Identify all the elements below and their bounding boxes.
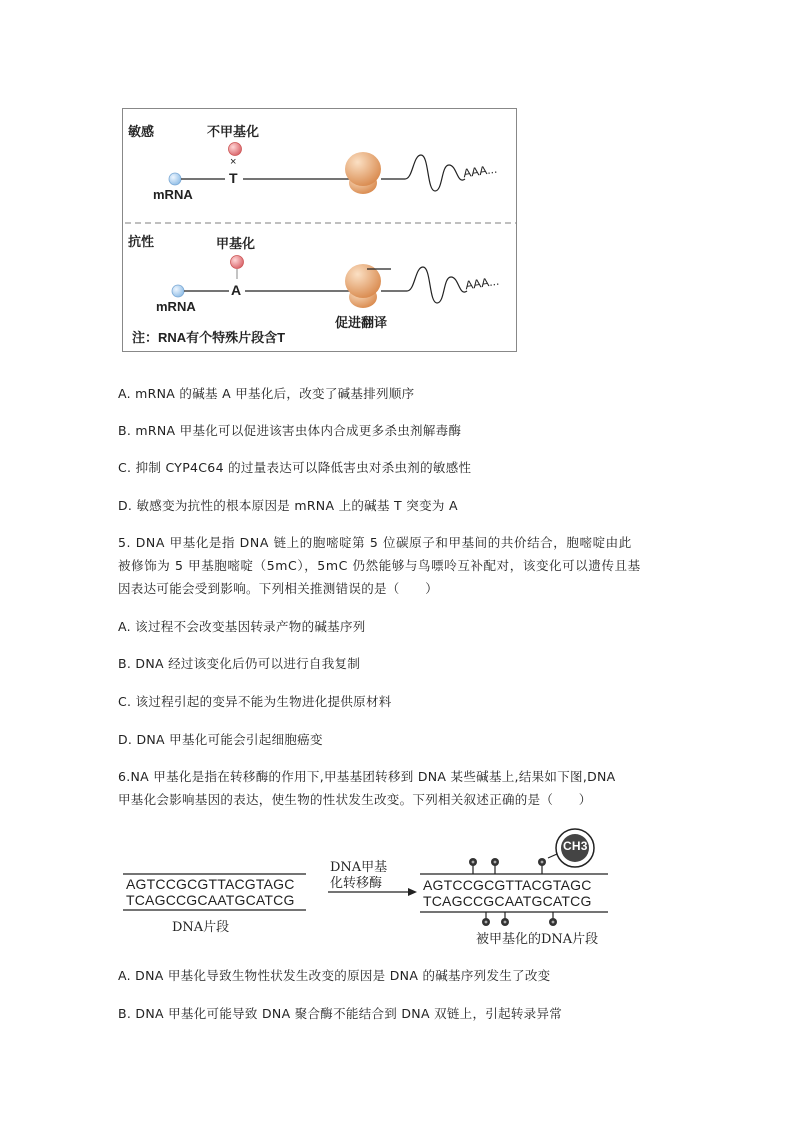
methylated-top-strand: AGTCCGCGTTACGTAGC bbox=[423, 877, 592, 893]
q4-option-c: C. 抑制 CYP4C64 的过量表达可以降低害虫对杀虫剂的敏感性 bbox=[118, 460, 472, 475]
q5-option-b: B. DNA 经过该变化后仍可以进行自我复制 bbox=[118, 656, 361, 671]
methylated-label: 甲基化 bbox=[216, 236, 256, 251]
enzyme-label-line-2: 化转移酶 bbox=[330, 876, 383, 891]
unmethylated-label: 不甲基化 bbox=[207, 124, 260, 139]
cap-icon bbox=[172, 285, 184, 297]
figure-note: 注：RNA有个特殊片段含T bbox=[132, 330, 286, 345]
methyl-marker-icon bbox=[538, 858, 546, 874]
q5-option-c: C. 该过程引起的变异不能为生物进化提供原材料 bbox=[118, 694, 392, 709]
mrna-label: mRNA bbox=[156, 299, 196, 314]
dna-methylation-figure bbox=[120, 826, 620, 946]
q4-option-a: A. mRNA 的碱基 A 甲基化后，改变了碱基排列顺序 bbox=[118, 386, 415, 401]
dna-fragment-caption: DNA片段 bbox=[172, 920, 230, 935]
methyl-marker-icon bbox=[501, 912, 509, 926]
q5-option-a: A. 该过程不会改变基因转录产物的碱基序列 bbox=[118, 619, 366, 634]
q6-option-b: B. DNA 甲基化可能导致 DNA 聚合酶不能结合到 DNA 双链上，引起转录异常 bbox=[118, 1006, 563, 1021]
dna-top-strand: AGTCCGCGTTACGTAGC bbox=[126, 876, 295, 892]
base-t-label: T bbox=[229, 170, 238, 186]
promote-translation-label: 促进翻译 bbox=[335, 315, 388, 330]
methyl-group-label: CH3 bbox=[563, 839, 588, 853]
methyl-marker-icon bbox=[482, 912, 490, 926]
dna-bottom-strand: TCAGCCGCAATGCATCG bbox=[126, 892, 295, 908]
q5-option-d: D. DNA 甲基化可能会引起细胞癌变 bbox=[118, 732, 323, 747]
mrna-tail bbox=[381, 155, 465, 191]
methyl-marker-icon bbox=[491, 858, 499, 874]
callout-pointer bbox=[548, 854, 557, 858]
mrna-tail bbox=[381, 267, 467, 303]
cross-mark: × bbox=[230, 156, 237, 168]
mrna-methylation-figure bbox=[122, 108, 517, 352]
q6-option-a: A. DNA 甲基化导致生物性状发生改变的原因是 DNA 的碱基序列发生了改变 bbox=[118, 968, 551, 983]
mrna-diagram-graphics bbox=[123, 109, 518, 353]
q6-stem-line-2: 甲基化会影响基因的表达，使生物的性状发生改变。下列相关叙述正确的是（ ） bbox=[118, 792, 592, 807]
methyl-marker-icon bbox=[469, 858, 477, 874]
q5-stem-line-1: 5. DNA 甲基化是指 DNA 链上的胞嘧啶第 5 位碳原子和甲基间的共价结合，胞嘧啶由此 bbox=[118, 535, 632, 550]
poly-a-tail-label: AAA... bbox=[462, 161, 498, 181]
mrna-label: mRNA bbox=[153, 187, 193, 202]
q5-stem-line-2: 被修饰为 5 甲基胞嘧啶（5mC），5mC 仍然能够与鸟嘌呤互补配对，该变化可以遗传且基 bbox=[118, 558, 641, 573]
methylated-fragment-caption: 被甲基化的DNA片段 bbox=[476, 932, 599, 947]
methyl-group-icon bbox=[231, 256, 244, 269]
cap-icon bbox=[169, 173, 181, 185]
methyl-marker-icon bbox=[549, 912, 557, 926]
enzyme-label-line-1: DNA甲基 bbox=[330, 860, 388, 875]
ribosome-large-subunit-icon bbox=[345, 152, 381, 186]
sensitive-label: 敏感 bbox=[128, 124, 155, 139]
q4-option-d: D. 敏感变为抗性的根本原因是 mRNA 上的碱基 T 突变为 A bbox=[118, 498, 458, 513]
resistant-label: 抗性 bbox=[128, 234, 155, 249]
arrow-head-icon bbox=[408, 888, 417, 896]
q6-stem-line-1: 6.NA 甲基化是指在转移酶的作用下,甲基基团转移到 DNA 某些碱基上,结果如下图,DNA bbox=[118, 769, 616, 784]
base-a-label: A bbox=[231, 282, 242, 298]
methylated-bottom-strand: TCAGCCGCAATGCATCG bbox=[423, 893, 592, 909]
methyl-group-icon bbox=[229, 143, 242, 156]
q4-option-b: B. mRNA 甲基化可以促进该害虫体内合成更多杀虫剂解毒酶 bbox=[118, 423, 462, 438]
q5-stem-line-3: 因表达可能会受到影响。下列相关推测错误的是（ ） bbox=[118, 581, 439, 596]
poly-a-tail-label: AAA... bbox=[464, 273, 500, 293]
